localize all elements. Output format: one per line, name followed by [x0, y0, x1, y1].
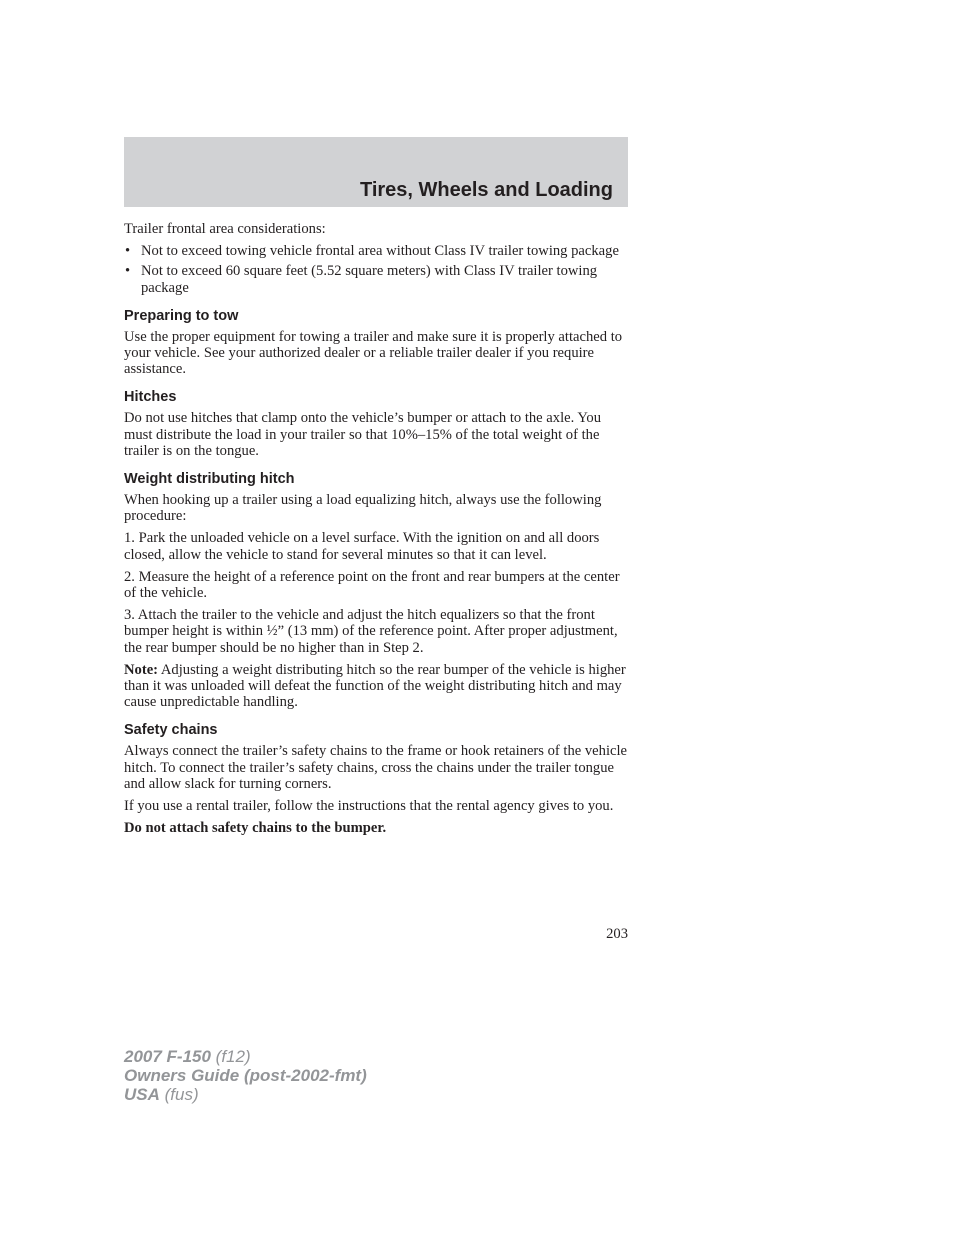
list-item — [124, 263, 628, 295]
section-header-bar — [124, 137, 628, 207]
footer-model-code: (f12) — [210, 1047, 251, 1066]
paragraph-hitches: Do not use hitches that clamp onto the vehicle’s bumper or attach to the axle. You must distribute the load in your trailer so that 10%–15% of the total weight of the trailer is on the tongue. — [124, 410, 602, 459]
step-1: 1. Park the unloaded vehicle on a level surface. With the ignition on and all doors closed, allow the vehicle to stand for several minutes so that it can level. — [124, 530, 600, 563]
list-item — [124, 243, 628, 259]
section-title: Tires, Wheels and Loading — [359, 179, 613, 201]
heading-hitches: Hitches — [124, 389, 177, 406]
footer-guide: Owners Guide (post-2002-fmt) — [124, 1066, 367, 1085]
page-number: 203 — [606, 926, 628, 942]
intro-lead: Trailer frontal area considerations: — [124, 221, 326, 237]
paragraph-preparing: Use the proper equipment for towing a trailer and make sure it is properly attached to your vehicle. See your authorized dealer or a reliable trailer dealer if you require assistance. — [124, 328, 623, 378]
bullet-icon: • — [125, 263, 131, 280]
document-footer — [124, 1047, 367, 1104]
bullet-list — [124, 243, 628, 296]
step-3: 3. Attach the trailer to the vehicle and adjust the hitch equalizers so that the front bumper height is within ½” (13 mm) of the reference point. After proper adjustment, the rear bumper should be no higher than in Step 2. — [124, 607, 618, 656]
footer-model: 2007 F-150 — [124, 1047, 211, 1066]
safety-warning: Do not attach safety chains to the bumper. — [124, 820, 387, 837]
paragraph-safety-2: If you use a rental trailer, follow the instructions that the rental agency gives to you. — [124, 798, 614, 815]
heading-weight-distributing-hitch: Weight distributing hitch — [124, 471, 295, 488]
note-label: Note: — [124, 661, 159, 678]
note-paragraph — [124, 662, 628, 711]
footer-market-code: (fus) — [159, 1085, 199, 1104]
bullet-text: Not to exceed 60 square feet (5.52 square meters) with Class IV trailer towing package — [141, 263, 598, 296]
footer-line-market — [124, 1085, 367, 1104]
bullet-icon: • — [125, 243, 131, 260]
step-2: 2. Measure the height of a reference point on the front and rear bumpers at the center of the vehicle. — [124, 568, 620, 602]
bullet-text: Not to exceed towing vehicle frontal area without Class IV trailer towing package — [141, 243, 619, 260]
paragraph-weight-intro: When hooking up a trailer using a load equalizing hitch, always use the following procedure: — [124, 492, 602, 525]
footer-line-model — [124, 1047, 367, 1066]
heading-safety-chains: Safety chains — [124, 722, 218, 739]
note-text: Adjusting a weight distributing hitch so the rear bumper of the vehicle is higher than it was unloaded will defeat the function of the weight distributing hitch and may cause unpredictable handling. — [124, 661, 626, 711]
page-content — [124, 221, 628, 842]
heading-preparing-to-tow: Preparing to tow — [124, 307, 239, 324]
footer-market: USA — [124, 1085, 160, 1104]
footer-line-guide — [124, 1066, 367, 1085]
paragraph-safety-1: Always connect the trailer’s safety chains to the frame or hook retainers of the vehicle hitch. To connect the trailer’s safety chains, cross the chains under the trailer tongue and allow slack for turning corners. — [124, 743, 628, 792]
